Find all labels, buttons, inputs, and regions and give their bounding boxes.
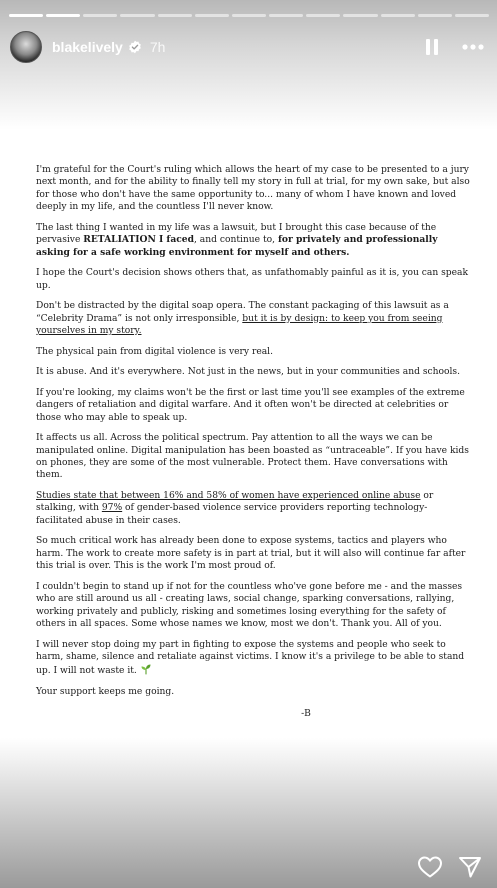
- top-overlay-gradient: [0, 0, 497, 130]
- paragraph: It affects us all. Across the political spectrum. Pay attention to all the ways we can be manipulated online. Digital manipulation has been boasted as “untraceable”. If you have kids on phones, they are some of the most vulnerable. Protect them. Have conversations with them.: [36, 433, 469, 481]
- progress-segment: [418, 14, 452, 17]
- bold-text: for privately and professionally asking for a safe working environment for myself and others.: [36, 234, 438, 258]
- paragraph: So much critical work has already been done to expose systems, tactics and players who harm. The work to create more safety is in part at trial, but it will also will continue far after this trial is over. This is the work I'm most proud of.: [36, 536, 466, 572]
- paragraph: It is abuse. And it's everywhere. Not just in the news, but in your communities and schools.: [36, 367, 460, 378]
- statement-letter: [36, 164, 472, 721]
- story-progress-bar: [9, 14, 489, 17]
- post-time: 7h: [149, 39, 166, 55]
- underlined-text: but it is by design: to keep you from seeing yourselves in my story.: [36, 313, 443, 337]
- paragraph: The physical pain from digital violence is very real.: [36, 346, 273, 357]
- underlined-text: Studies state that between 16% and 58% of women have experienced online abuse: [36, 491, 421, 502]
- signature: -B: [301, 709, 311, 720]
- progress-segment: [455, 14, 489, 17]
- paragraph: [36, 300, 472, 337]
- send-icon[interactable]: [458, 855, 482, 879]
- progress-segment: [83, 14, 117, 17]
- progress-segment: [232, 14, 266, 17]
- avatar[interactable]: [10, 31, 42, 63]
- paragraph: [36, 639, 472, 678]
- progress-segment: [195, 14, 229, 17]
- story-header: [10, 31, 487, 63]
- text-run: Don't be distracted by the digital soap opera. The constant packaging of this lawsuit as a “Celebrity Drama” is not only irresponsible,: [36, 301, 449, 324]
- paragraph: I hope the Court's decision shows others that, as unfathomably painful as it is, you can speak up.: [36, 268, 469, 291]
- text-run: , and continue to,: [194, 235, 278, 246]
- paragraph: [36, 222, 472, 259]
- paragraph: I couldn't begin to stand up if not for the countless who've gone before me - and the masses who are still around us all - creating laws, social change, sparking conversations, rallying, working privately and publicly, risking and sometimes losing everything for the safety of others in all spaces. Some whose names we know, most we don't. Thank you. All of you.: [36, 581, 463, 630]
- seedling-icon: [140, 663, 152, 675]
- progress-segment: [120, 14, 154, 17]
- more-options-icon[interactable]: [461, 36, 485, 58]
- paragraph: I'm grateful for the Court's ruling which allows the heart of my case to be presented to a jury next month, and for the ability to finally tell my story in full at trial, for my own sake, but also for those who don't have the same opportunity to... many of whom I have known and loved deeply in my life, and the countless I'll never know.: [36, 165, 470, 213]
- bold-text: RETALIATION I faced: [83, 234, 194, 246]
- progress-segment: [9, 14, 43, 17]
- progress-segment: [343, 14, 377, 17]
- progress-segment: [269, 14, 303, 17]
- text-run: of gender-based violence service providers reporting technology-facilitated abuse in their cases.: [36, 503, 428, 526]
- underlined-text: 97%: [101, 503, 123, 514]
- progress-segment: [306, 14, 340, 17]
- text-run: The last thing I wanted in my life was a lawsuit, but I brought this case because of the pervasive: [36, 222, 437, 246]
- text-run: or stalking, with: [36, 491, 434, 514]
- paragraph: Your support keeps me going.: [36, 687, 175, 698]
- text-run: I will never stop doing my part in fighting to expose the systems and people who seek to harm, shame, silence and retaliate against victims. I know it's a privilege to be able to stand up. I will not waste it.: [36, 639, 465, 677]
- heart-icon[interactable]: [417, 855, 443, 879]
- paragraph: If you're looking, my claims won't be the first or last time you'll see examples of the extreme dangers of retaliation and digital warfare. And it often won't be directed at celebrities or those who may able to speak up.: [36, 387, 465, 423]
- paragraph: [36, 490, 472, 527]
- username[interactable]: blakelively: [52, 39, 123, 55]
- progress-segment: [46, 14, 80, 17]
- verified-badge-icon: [128, 40, 142, 54]
- progress-segment: [158, 14, 192, 17]
- pause-icon[interactable]: [421, 36, 443, 58]
- progress-segment: [381, 14, 415, 17]
